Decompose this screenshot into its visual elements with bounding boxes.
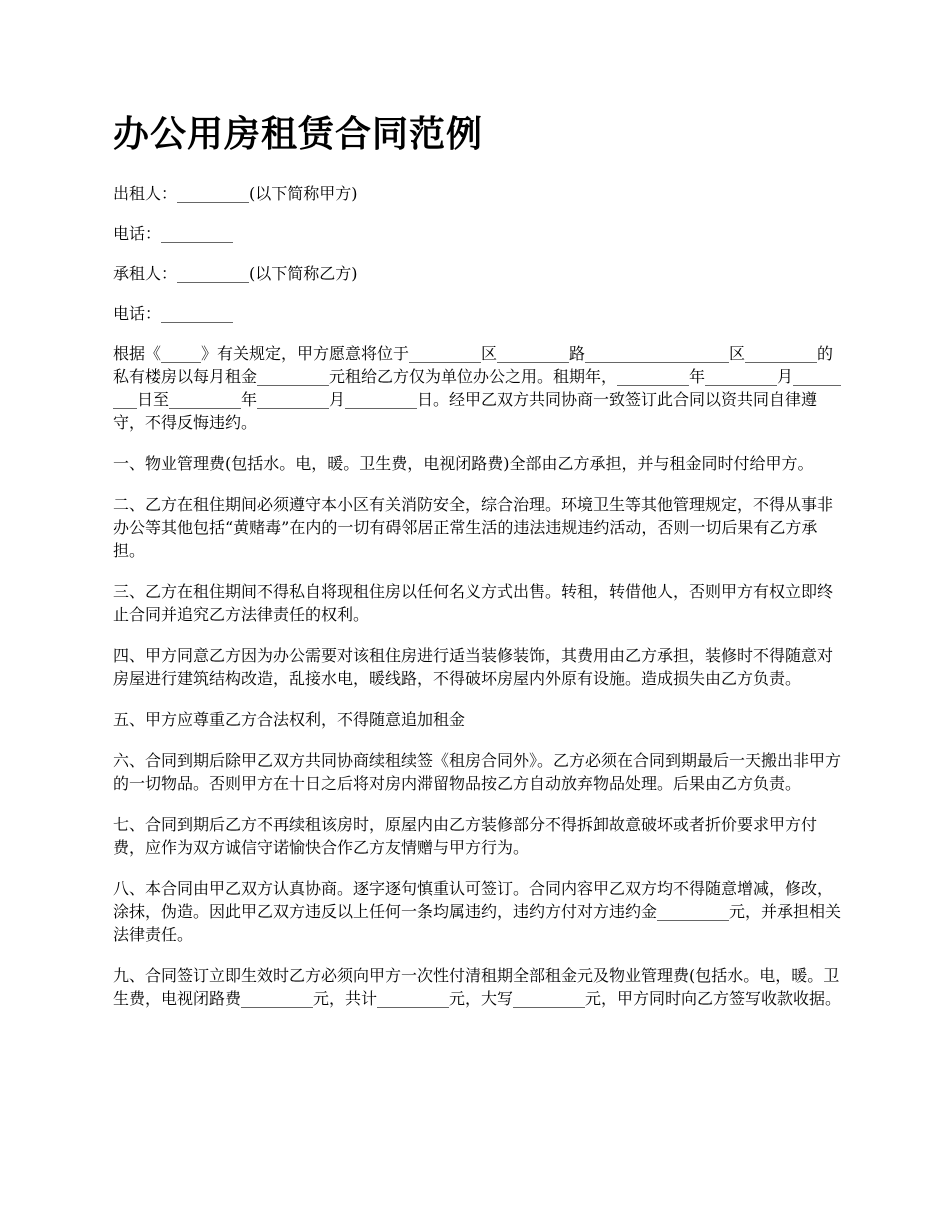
page-title: 办公用房租赁合同范例 [113,114,484,155]
clause-8: 八、本合同由甲乙双方认真协商。逐字逐句慎重认可签订。合同内容甲乙双方均不得随意增减，修改，涂抹，伪造。因此甲乙双方违反以上任何一条均属违约，违约方付对方违约金_________元，并承担相关法律责任。 [113,879,842,944]
lessee-line: 承租人：_________(以下简称乙方) [113,264,358,283]
clause-5: 五、甲方应尊重乙方合法权利，不得随意追加租金 [113,710,466,729]
lessee-phone-line: 电话：_________ [113,304,234,323]
clause-3: 三、乙方在租住期间不得私自将现租住房以任何名义方式出售。转租，转借他人，否则甲方有权立即终止合同并追究乙方法律责任的权利。 [113,582,834,624]
clause-2: 二、乙方在租住期间必须遵守本小区有关消防安全，综合治理。环境卫生等其他管理规定，不得从事非办公等其他包括“黄赌毒”在内的一切有碍邻居正常生活的违法违规违约活动，否则一切后果有乙方承担。 [113,495,834,560]
clause-6: 六、合同到期后除甲乙双方共同协商续租续签《租房合同外》。乙方必须在合同到期最后一天搬出非甲方的一切物品。否则甲方在十日之后将对房内滞留物品按乙方自动放弃物品处理。后果由乙方负责。 [113,751,842,793]
clause-4: 四、甲方同意乙方因为办公需要对该租住房进行适当装修装饰，其费用由乙方承担，装修时不得随意对房屋进行建筑结构改造，乱接水电，暖线路，不得破坏房屋内外原有设施。造成损失由乙方负责。 [113,646,834,688]
lessor-line: 出租人：_________(以下简称甲方) [113,184,358,203]
preamble-paragraph: 根据《_____》有关规定，甲方愿意将位于_________区_________路__________________区_________的私有楼房以每月租金_________元租给乙方仅为单位办公之用。租期年，_________年_________月_________日至_________年_________月_________日。经甲乙双方共同协商一致签订此合同以资共同自律遵守，不得反悔违约。 [113,344,842,432]
clause-9: 九、合同签订立即生效时乙方必须向甲方一次性付清租期全部租金元及物业管理费(包括水。电，暖。卫生费，电视闭路费_________元，共计_________元，大写_________元，甲方同时向乙方签写收款收据。 [113,966,842,1008]
document-page [113,108,848,1028]
clause-7: 七、合同到期后乙方不再续租该房时，原屋内由乙方装修部分不得拆卸故意破坏或者折价要求甲方付费，应作为双方诚信守诺愉快合作乙方友情赠与甲方行为。 [113,815,818,857]
lessor-phone-line: 电话：_________ [113,224,234,243]
clause-1: 一、物业管理费(包括水。电，暖。卫生费，电视闭路费)全部由乙方承担，并与租金同时付给甲方。 [113,454,814,473]
